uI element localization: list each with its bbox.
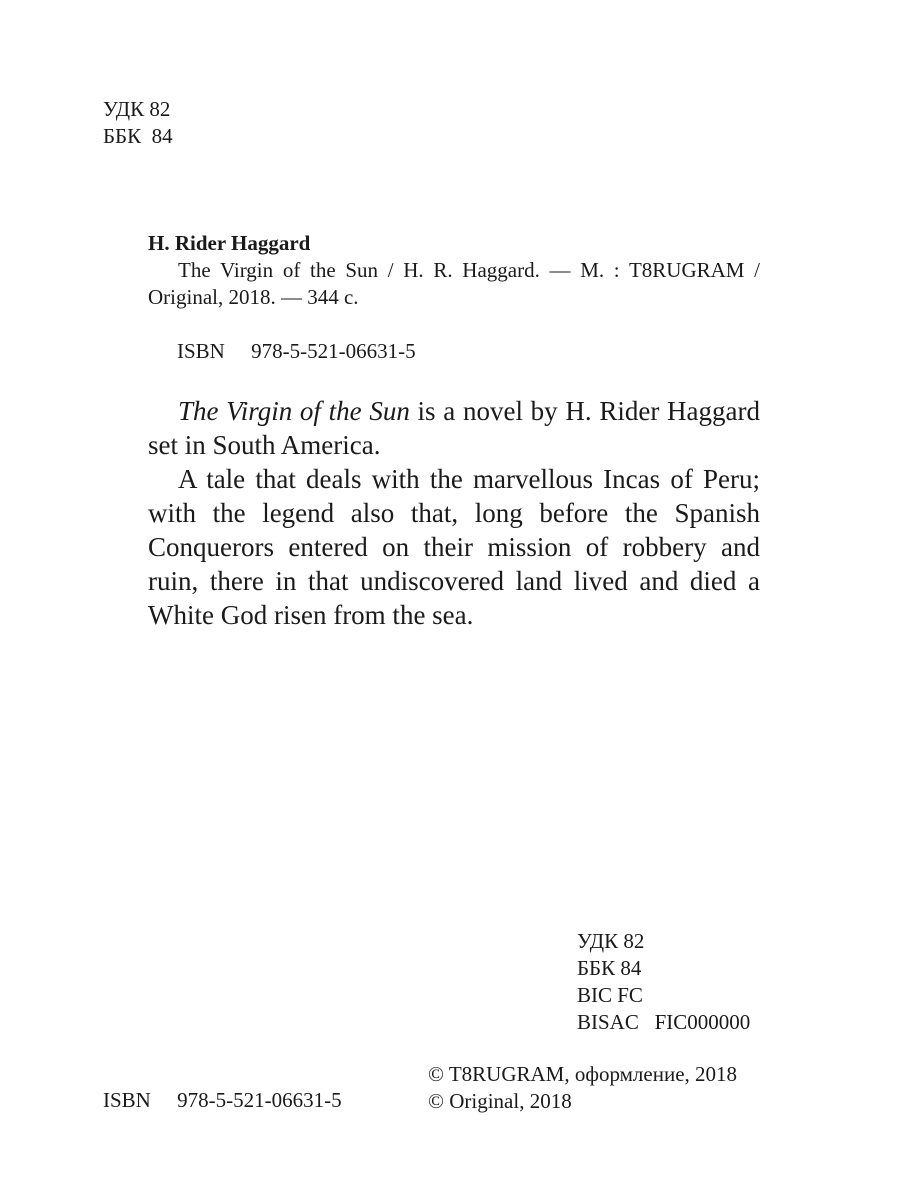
bisac-code: BISAC FIC000000 bbox=[577, 1010, 751, 1034]
udk-code-bottom: УДК 82 bbox=[577, 929, 645, 953]
bibliographic-entry: The Virgin of the Sun / H. R. Haggard. — M. : T8RUGRAM / Original, 2018. — 344 c. bbox=[148, 258, 760, 309]
udk-code: УДК 82 bbox=[103, 97, 171, 121]
bbk-code: ББК 84 bbox=[103, 124, 173, 148]
isbn-bottom: ISBN 978-5-521-06631-5 bbox=[103, 1088, 342, 1112]
copyright-line-1: © T8RUGRAM, оформление, 2018 bbox=[428, 1062, 738, 1086]
annotation-paragraph-1 bbox=[148, 394, 760, 462]
top-classification-codes bbox=[103, 96, 173, 150]
bbk-code-bottom: ББК 84 bbox=[577, 956, 642, 980]
copyright-block bbox=[428, 1061, 737, 1115]
annotation-paragraph-2: A tale that deals with the marvellous Incas of Peru; with the legend also that, long before the Spanish Conquerors entered on their mission of robbery and ruin, there in that undiscovered land lived and died a White God risen from the sea. bbox=[148, 464, 760, 630]
bibliographic-record bbox=[148, 230, 760, 311]
isbn-top: ISBN 978-5-521-06631-5 bbox=[177, 339, 416, 363]
bottom-classification-codes bbox=[577, 928, 750, 1036]
annotation bbox=[148, 394, 760, 632]
book-title-italic: The Virgin of the Sun bbox=[178, 396, 410, 426]
author-name: H. Rider Haggard bbox=[148, 231, 311, 255]
bic-code: BIC FC bbox=[577, 983, 643, 1007]
annotation-paragraph-1-text: is a novel by H. Rider Haggard set in South America. bbox=[148, 396, 761, 460]
copyright-line-2: © Original, 2018 bbox=[428, 1089, 572, 1113]
